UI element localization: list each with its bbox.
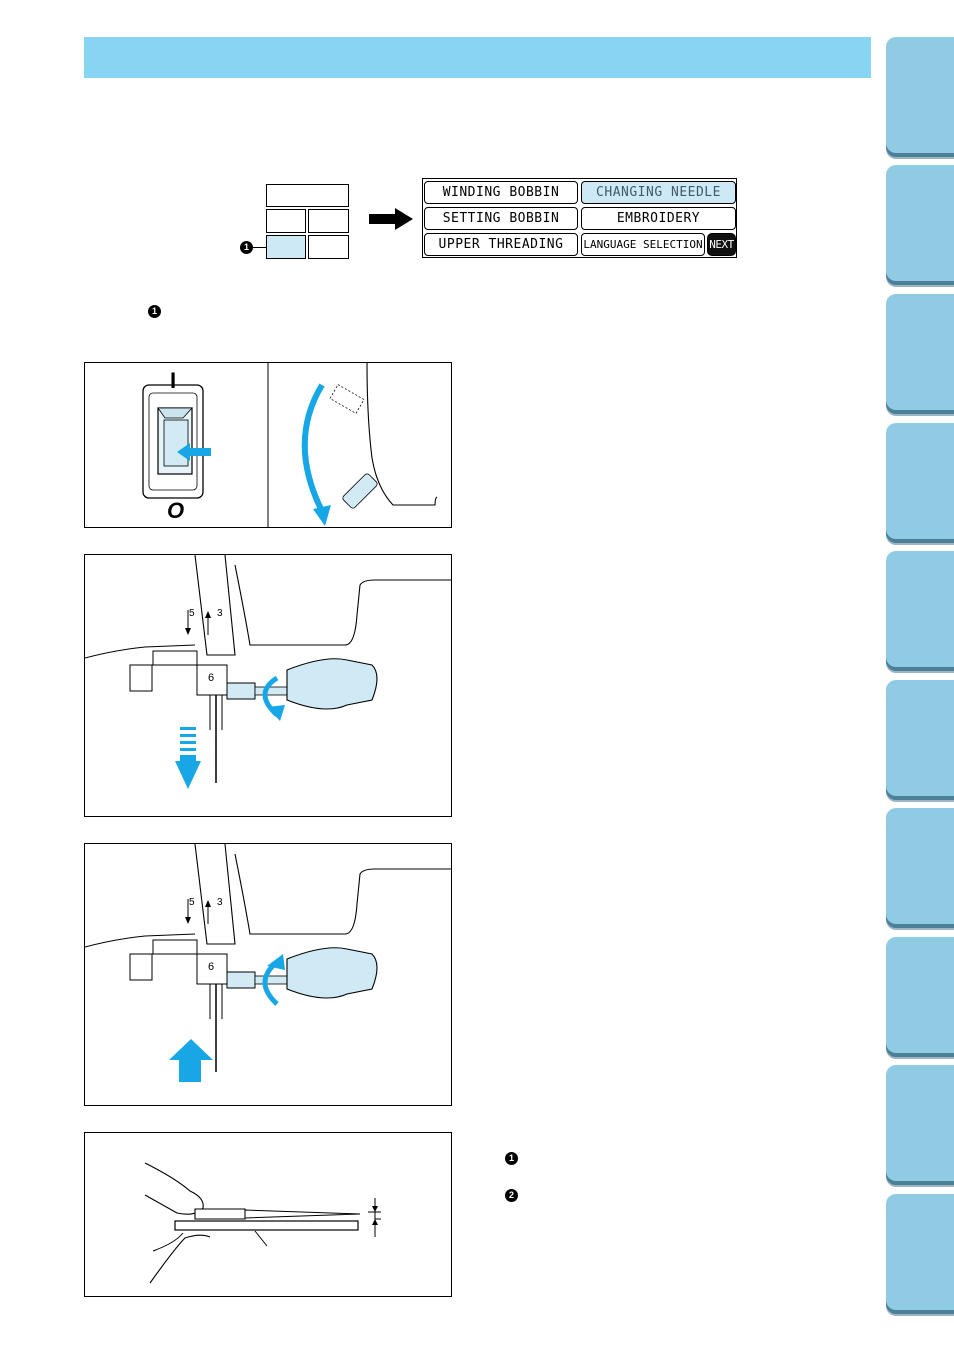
key-highlighted xyxy=(266,235,306,259)
side-tab-10[interactable] xyxy=(886,1194,954,1310)
key-middle-right xyxy=(308,209,349,233)
needle-label-5: 5 xyxy=(189,608,195,619)
arrow-right-icon xyxy=(369,208,413,230)
callout-number-1-text: 1 xyxy=(148,305,161,318)
needle-label-3: 3 xyxy=(217,608,223,619)
side-tab-5[interactable] xyxy=(886,551,954,667)
key-middle-left xyxy=(266,209,306,233)
upper-threading-button[interactable]: UPPER THREADING xyxy=(424,233,578,256)
callout-number-2-flat: 2 xyxy=(505,1189,518,1202)
key-top xyxy=(266,184,349,207)
callout-leader-line xyxy=(253,247,267,248)
switch-off-label: O xyxy=(167,498,185,523)
callout-number-1: 1 xyxy=(240,241,253,254)
needle-label-6: 6 xyxy=(208,961,215,973)
figure-remove-needle xyxy=(84,554,452,817)
page-header-bar xyxy=(84,37,871,78)
side-tab-1[interactable] xyxy=(886,37,954,153)
setting-bobbin-button[interactable]: SETTING BOBBIN xyxy=(424,207,578,230)
figure-needle-check xyxy=(84,1132,452,1297)
lcd-screen xyxy=(422,178,737,258)
needle-label-5: 5 xyxy=(189,897,195,908)
side-tab-3[interactable] xyxy=(886,294,954,410)
figure-power-switch xyxy=(84,362,452,528)
changing-needle-button[interactable]: CHANGING NEEDLE xyxy=(581,181,736,204)
key-bottom-right xyxy=(308,235,349,259)
side-tab-9[interactable] xyxy=(886,1065,954,1181)
switch-on-label: I xyxy=(170,368,177,393)
side-tab-8[interactable] xyxy=(886,937,954,1053)
figure-insert-needle xyxy=(84,843,452,1106)
next-button[interactable]: NEXT xyxy=(707,233,736,256)
winding-bobbin-button[interactable]: WINDING BOBBIN xyxy=(424,181,578,204)
side-tab-6[interactable] xyxy=(886,680,954,796)
needle-label-6: 6 xyxy=(208,672,215,684)
side-tab-2[interactable] xyxy=(886,165,954,281)
callout-number-1-flat: 1 xyxy=(505,1152,518,1165)
needle-label-3: 3 xyxy=(217,897,223,908)
side-tab-4[interactable] xyxy=(886,423,954,539)
language-selection-button[interactable]: LANGUAGE SELECTION xyxy=(581,233,705,256)
embroidery-button[interactable]: EMBROIDERY xyxy=(581,207,736,230)
side-tab-7[interactable] xyxy=(886,808,954,924)
